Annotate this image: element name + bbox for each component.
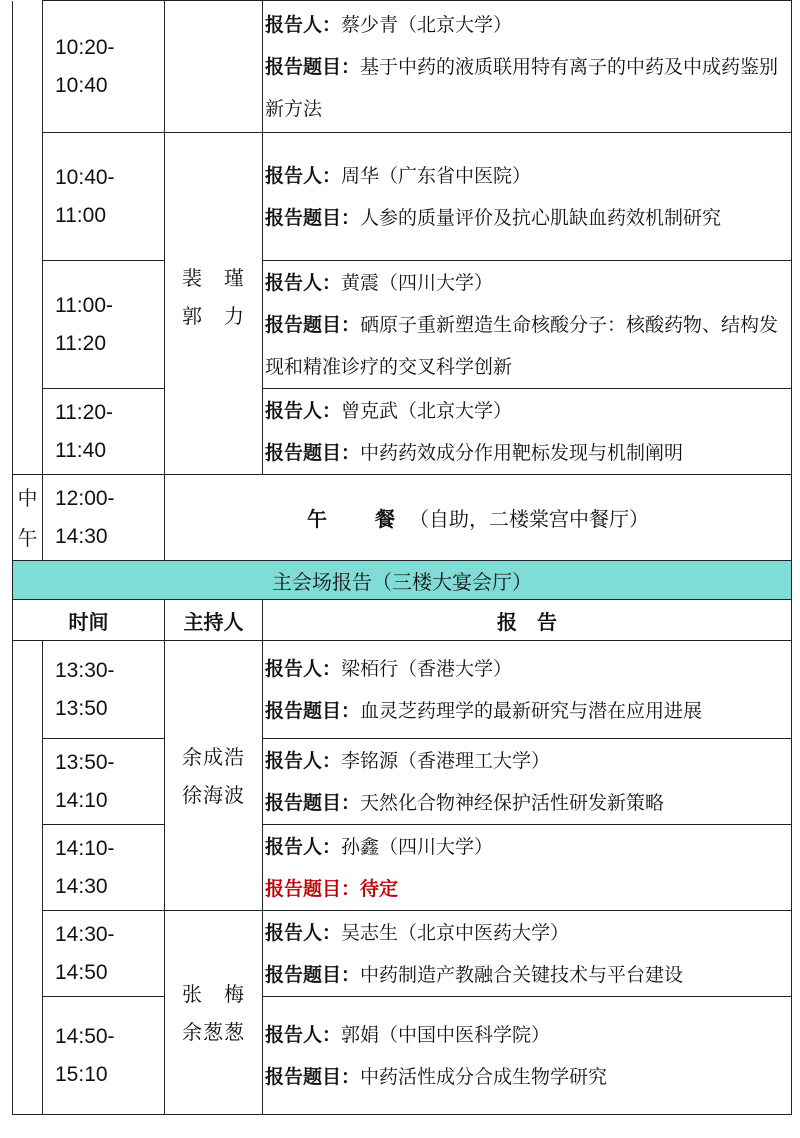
topic-text: 中药药效成分作用靶标发现与机制阐明 (360, 441, 684, 464)
host-name: 徐海波 (182, 782, 245, 807)
report-cell: 报告人：吴志生（北京中医药大学） 报告题目：中药制造产教融合关键技术与平台建设 (263, 911, 792, 997)
speaker-name: 曾克武（北京大学） (341, 399, 513, 422)
host-name: 郭 力 (182, 304, 245, 328)
topic-text: 中药制造产教融合关键技术与平台建设 (360, 963, 684, 986)
schedule-table (12, 0, 792, 1115)
side-blank-morning (13, 1, 43, 475)
report-cell: 报告人：黄震（四川大学） 报告题目：硒原子重新塑造生命核酸分子：核酸药物、结构发现和精准诊疗的交叉科学创新 (263, 261, 792, 389)
host-name: 余葱葱 (182, 1019, 245, 1044)
noon-label: 中 午 (13, 475, 43, 561)
report-cell: 报告人：周华（广东省中医院） 报告题目：人参的质量评价及抗心肌缺血药效机制研究 (263, 133, 792, 261)
lunch-title: 午 餐 (307, 507, 409, 531)
report-cell: 报告人：曾克武（北京大学） 报告题目：中药药效成分作用靶标发现与机制阐明 (263, 389, 792, 475)
time-cell: 10:40- 11:00 (43, 133, 165, 261)
lunch-time-cell: 12:00- 14:30 (43, 475, 165, 561)
col-header-time: 时间 (13, 600, 165, 641)
speaker-name: 周华（广东省中医院） (341, 164, 532, 187)
speaker-name: 吴志生（北京中医药大学） (341, 921, 570, 944)
time-cell: 13:50- 14:10 (43, 739, 165, 825)
lunch-note: （自助，二楼棠宫中餐厅） (409, 507, 649, 531)
speaker-name: 孙鑫（四川大学） (341, 835, 494, 858)
time-cell: 14:10- 14:30 (43, 825, 165, 911)
report-cell: 报告人：郭娟（中国中医科学院） 报告题目：中药活性成分合成生物学研究 (263, 997, 792, 1115)
lunch-cell (165, 475, 792, 561)
speaker-name: 蔡少青（北京大学） (341, 13, 513, 36)
host-cell-morning (165, 133, 263, 475)
host-name: 张 梅 (182, 981, 245, 1006)
topic-text-pending: 报告题目：待定 (265, 877, 399, 900)
speaker-name: 黄震（四川大学） (341, 271, 494, 294)
host-name: 裴 瑾 (182, 266, 245, 290)
host-cell-empty (165, 1, 263, 133)
section-title: 主会场报告（三楼大宴会厅） (13, 561, 792, 600)
topic-text: 中药活性成分合成生物学研究 (360, 1065, 608, 1088)
report-cell: 报告人：蔡少青（北京大学） 报告题目：基于中药的液质联用特有离子的中药及中成药鉴别新方法 (263, 1, 792, 133)
time-cell: 14:30- 14:50 (43, 911, 165, 997)
report-cell: 报告人：李铭源（香港理工大学） 报告题目：天然化合物神经保护活性研发新策略 (263, 739, 792, 825)
speaker-name: 李铭源（香港理工大学） (341, 749, 551, 772)
col-header-host: 主持人 (165, 600, 263, 641)
side-blank-afternoon (13, 641, 43, 1115)
time-cell: 14:50- 15:10 (43, 997, 165, 1115)
report-cell: 报告人：孙鑫（四川大学） 报告题目：待定 (263, 825, 792, 911)
time-cell: 13:30- 13:50 (43, 641, 165, 739)
time-cell: 11:20- 11:40 (43, 389, 165, 475)
col-header-report: 报 告 (263, 600, 792, 641)
time-cell: 11:00- 11:20 (43, 261, 165, 389)
host-cell-afternoon-2 (165, 911, 263, 1115)
topic-text: 血灵芝药理学的最新研究与潜在应用进展 (360, 699, 703, 722)
report-cell: 报告人：梁栢行（香港大学） 报告题目：血灵芝药理学的最新研究与潜在应用进展 (263, 641, 792, 739)
topic-text: 天然化合物神经保护活性研发新策略 (360, 791, 665, 814)
topic-text: 基于中药的液质联用特有离子的中药及中成药鉴别新方法 (265, 55, 779, 120)
host-name: 余成浩 (182, 744, 245, 769)
host-cell-afternoon-1 (165, 641, 263, 911)
speaker-name: 郭娟（中国中医科学院） (341, 1023, 551, 1046)
time-cell: 10:20- 10:40 (43, 1, 165, 133)
topic-text: 人参的质量评价及抗心肌缺血药效机制研究 (360, 206, 722, 229)
speaker-name: 梁栢行（香港大学） (341, 657, 513, 680)
topic-text: 硒原子重新塑造生命核酸分子：核酸药物、结构发现和精准诊疗的交叉科学创新 (265, 313, 779, 378)
